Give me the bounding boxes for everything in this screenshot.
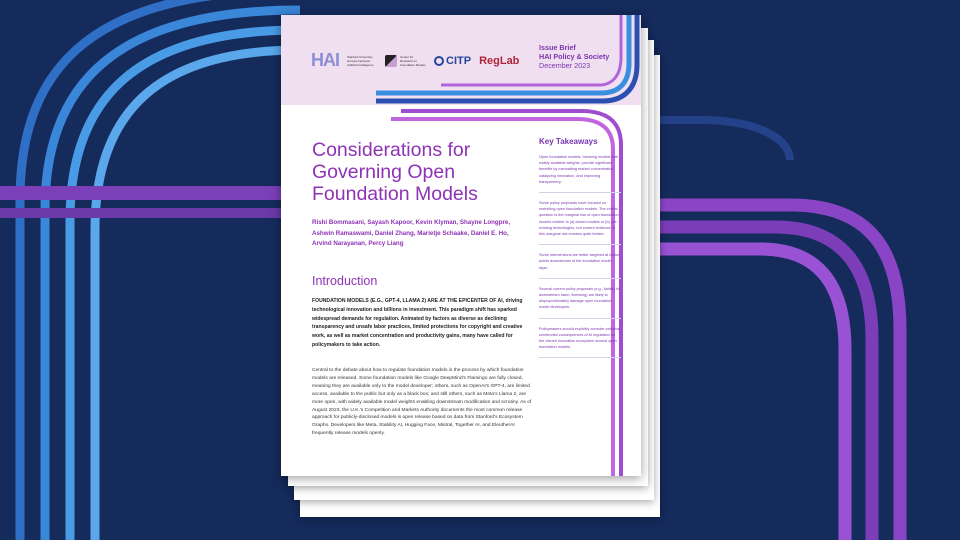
takeaway-item: Open foundation models, meaning models with widely available weights, provide significant benefits by combatting market concentration, catalyzing innovation, and improving transparency. <box>539 154 621 193</box>
citp-logo-text: CITP <box>446 54 472 67</box>
brief-series: HAI Policy & Society <box>539 52 610 61</box>
author-list: Rishi Bommasani, Sayash Kapoor, Kevin Klyman, Shayne Longpre, Ashwin Ramaswami, Daniel Zhang, Marietje Schaake, Daniel E. Ho, Arvind Narayanan, Percy Liang <box>312 219 511 247</box>
hai-logo-subtitle: Stanford University Human-Centered Artificial Intelligence <box>347 54 374 67</box>
introduction-lead: FOUNDATION MODELS (E.G., GPT-4, LLAMA 2) ARE AT THE EPICENTER OF AI, driving technological innovation and billions in investment. This paradigm shift has sparked widespread demands for regulation. Animated by factors as diverse as declining transparency and unsafe labor practices, limited protections for copyright and creative work, as well as market concentration and productivity gains, many have called for policymakers to take action. <box>312 298 523 348</box>
crfm-logo-text: Center for Research on Foundation Models <box>400 54 426 67</box>
takeaway-item: Several current policy proposals (e.g., liability for downstream harm, licensing) are likely to disproportionately damage open foundation model developers. <box>539 286 621 319</box>
document-title: Considerations for Governing Open Foundation Models <box>312 139 478 205</box>
citp-ring-icon <box>434 56 444 66</box>
takeaway-item: Some interventions are better targeted at choke points downstream of the foundation model layer. <box>539 252 621 279</box>
partner-logos <box>311 50 519 71</box>
citp-logo <box>434 55 471 67</box>
takeaway-item: Some policy proposals have focused on restricting open foundation models. The critical question is the marginal risk of open foundation models relative to (a) closed models or (b) pre-existing technologies, but current evidence of this marginal risk remains quite limited. <box>539 200 621 245</box>
introduction-heading: Introduction <box>312 274 378 288</box>
takeaway-item: Policymakers should explicitly consider potential unintended consequences of AI regulation on the vibrant innovation ecosystem around open foundation models. <box>539 326 621 359</box>
hai-logo: HAI <box>311 50 339 70</box>
brief-type: Issue Brief <box>539 43 576 52</box>
key-takeaways-heading: Key Takeaways <box>539 137 598 146</box>
brief-info <box>539 43 609 70</box>
crfm-mark-icon <box>385 55 397 67</box>
issue-brief-page <box>281 15 641 476</box>
brief-date: December 2023 <box>539 61 591 70</box>
crfm-logo <box>385 55 426 67</box>
reglab-logo: RegLab <box>479 54 520 67</box>
introduction-body: Central to the debate about how to regulate foundation models is the process by which foundation models are released. Some foundation models like Google DeepMind's Flamingo are fully closed, meaning they are available only to the model developer; others, such as OpenAI's GPT-4, are limited access, available to the public but only as a black box; and still others, such as Meta's Llama 2, are more open, with widely available model weights enabling downstream modification and scrutiny. As of August 2023, the U.K.'s Competition and Markets Authority documents the most common release approach for publicly-disclosed models is open release based on data from Stanford's Ecosystem Graphs. Developers like Meta, Stability AI, Hugging Face, Mistral, Together AI, and EleutherAI frequently release models openly. <box>312 368 532 437</box>
key-takeaways <box>539 137 621 365</box>
